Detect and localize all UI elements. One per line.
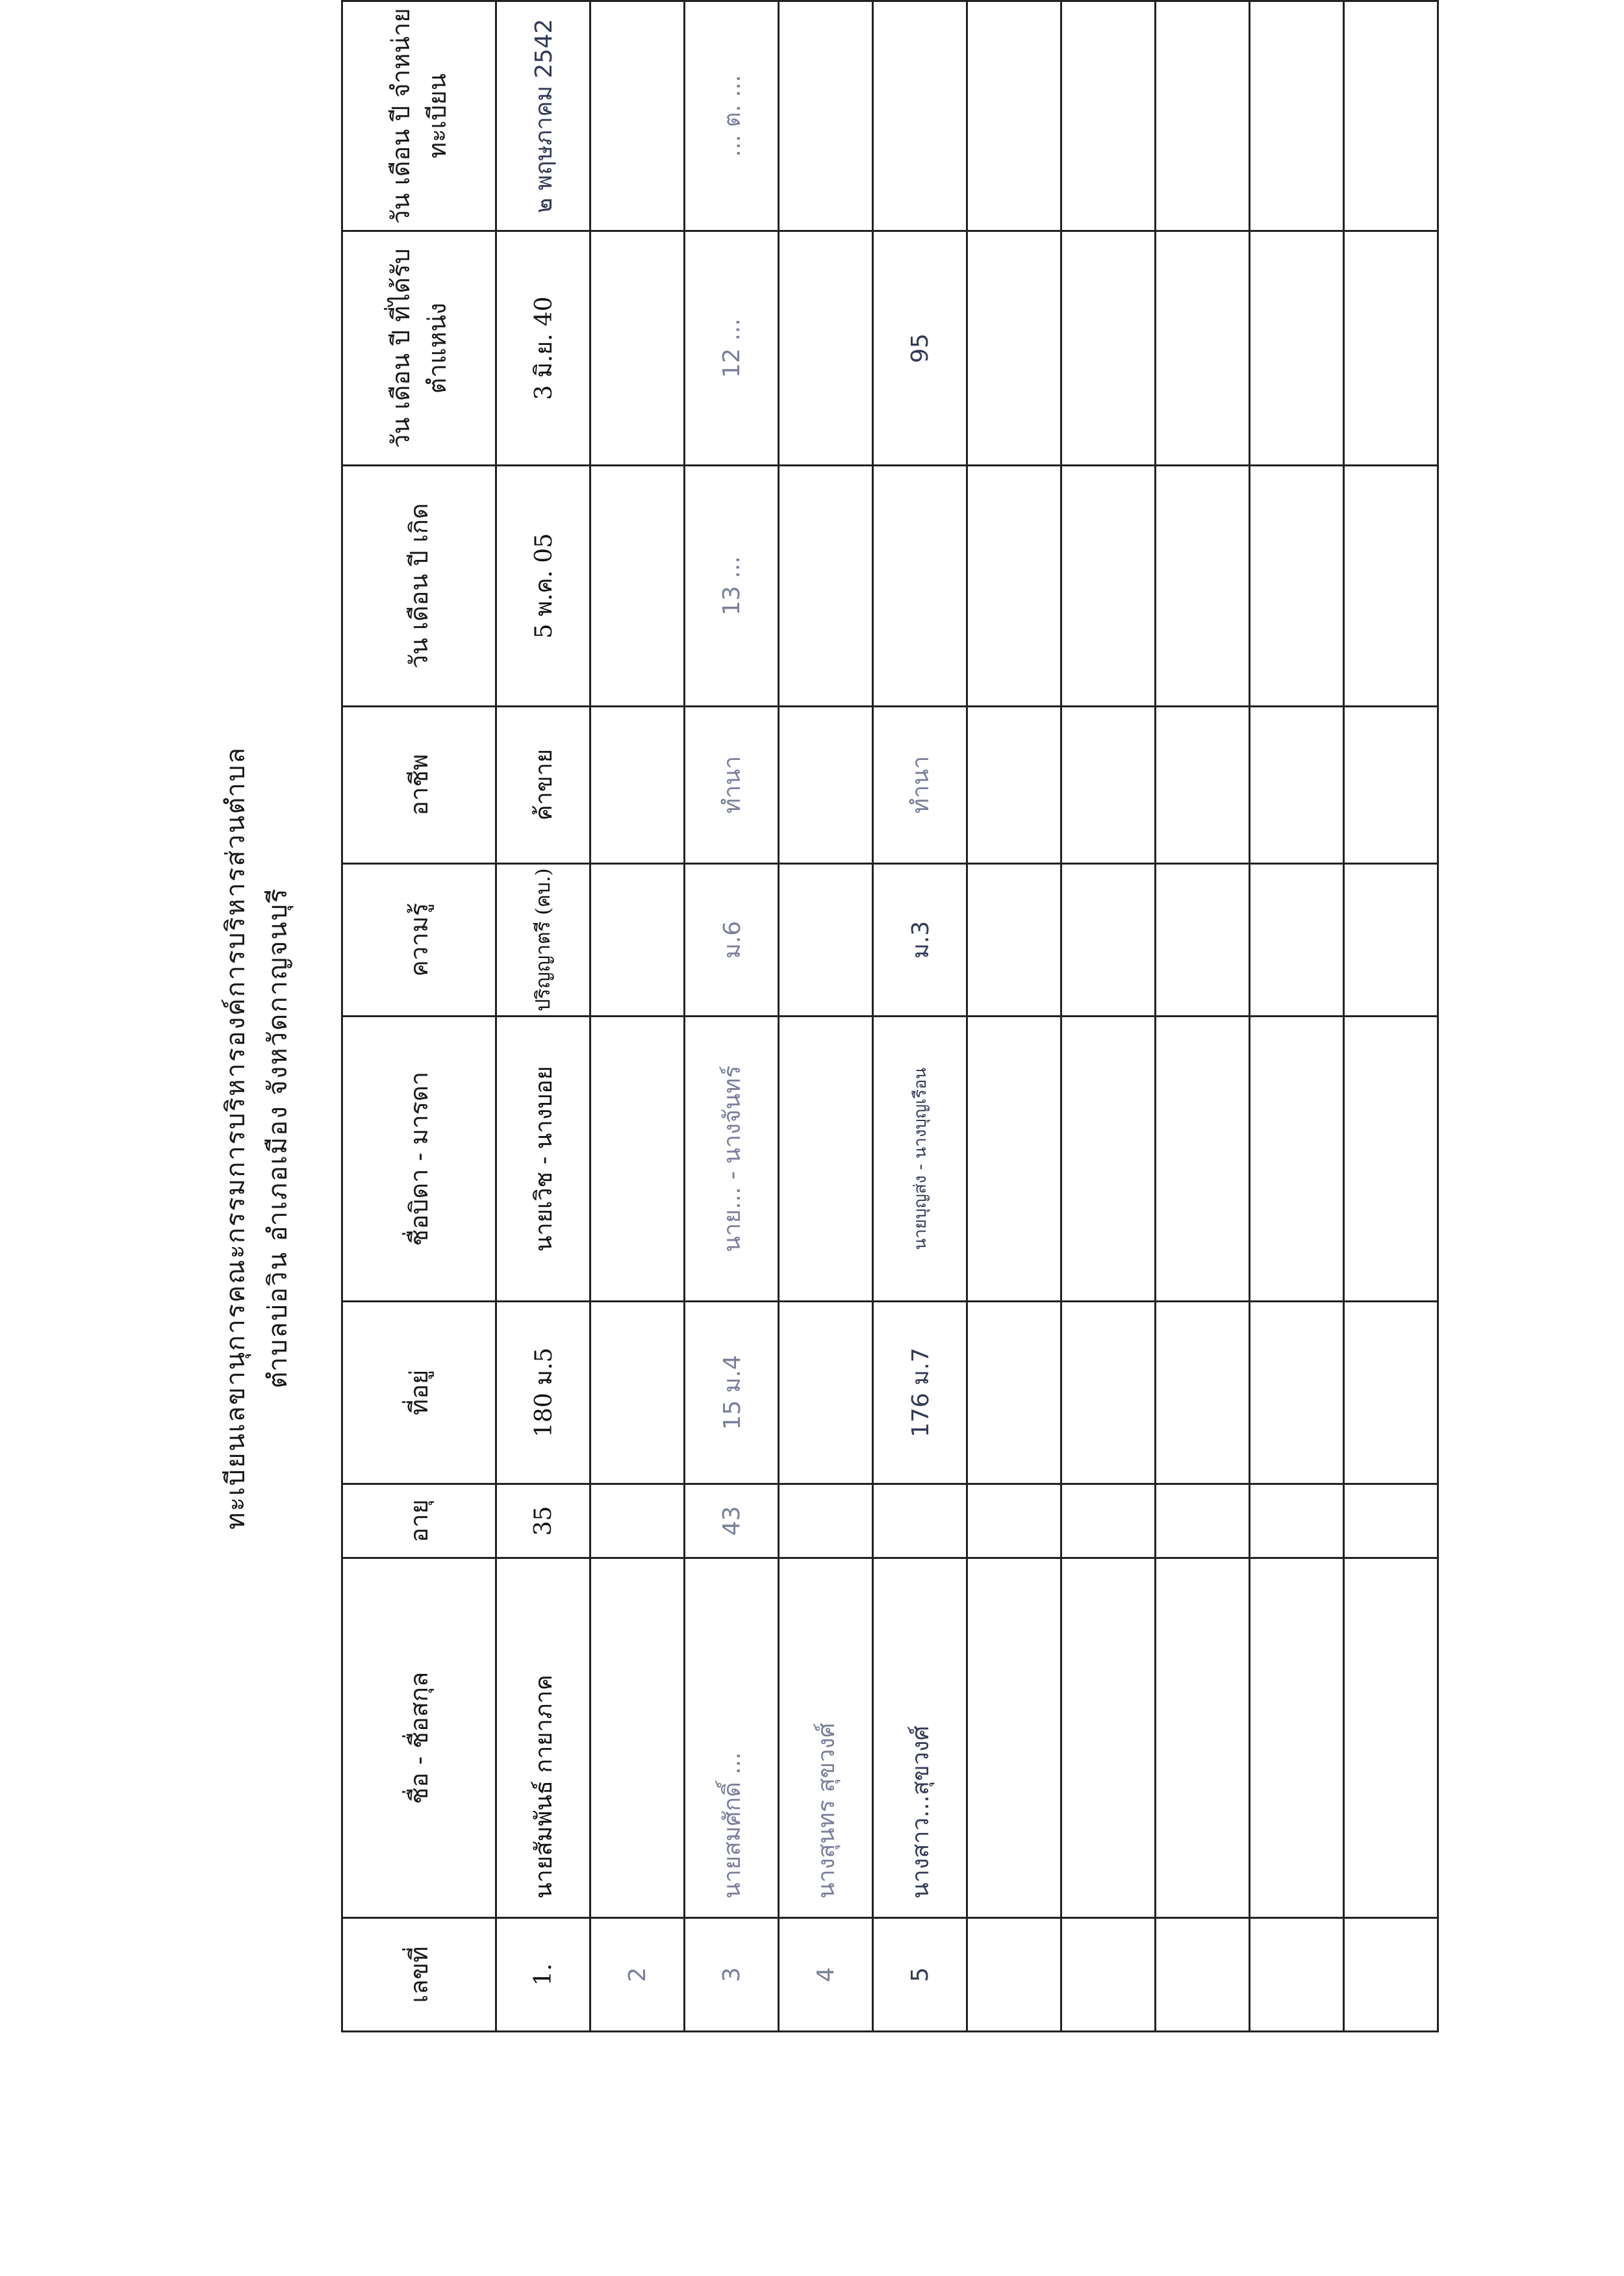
cell-name: [967, 1558, 1061, 1918]
cell-age: [1344, 1484, 1438, 1558]
cell-age: [1156, 1484, 1250, 1558]
cell-name: [590, 1558, 685, 1918]
cell-appointed-date: 12 ...: [685, 231, 779, 465]
cell-address: [1250, 1302, 1344, 1484]
cell-name: นางสุนทร สุขวงศ์: [779, 1558, 873, 1918]
cell-occupation: [590, 706, 685, 863]
col-header-removed-date: วัน เดือน ปี จำหน่ายทะเบียน: [342, 1, 496, 231]
cell-no: [1156, 1918, 1250, 2032]
cell-parents: [590, 1017, 685, 1302]
col-header-appointed-date: วัน เดือน ปี ที่ได้รับตำแหน่ง: [342, 231, 496, 465]
cell-appointed-date: 3 มิ.ย. 40: [496, 231, 590, 465]
col-header-age: อายุ: [342, 1484, 496, 1558]
cell-parents: [1250, 1017, 1344, 1302]
cell-education: [1344, 863, 1438, 1016]
col-header-parents: ชื่อบิดา - มารดา: [342, 1017, 496, 1302]
cell-removed-date: [1344, 1, 1438, 231]
cell-parents: นายบุญส่ง - นางบุญเรือน: [873, 1017, 967, 1302]
cell-name: [1344, 1558, 1438, 1918]
cell-age: [1250, 1484, 1344, 1558]
cell-address: [590, 1302, 685, 1484]
cell-address: 176 ม.7: [873, 1302, 967, 1484]
cell-parents: นายเวิช - นางบอย: [496, 1017, 590, 1302]
table-row: [967, 1, 1061, 2032]
cell-occupation: [1156, 706, 1250, 863]
cell-parents: [1344, 1017, 1438, 1302]
cell-age: 43: [685, 1484, 779, 1558]
cell-occupation: [967, 706, 1061, 863]
table-row: [496, 1, 590, 2032]
cell-address: [1061, 1302, 1156, 1484]
cell-removed-date: [967, 1, 1061, 231]
cell-birth-date: [1344, 466, 1438, 706]
cell-education: [1156, 863, 1250, 1016]
cell-education: [1061, 863, 1156, 1016]
table-row: [1250, 1, 1344, 2032]
col-header-education: ความรู้: [342, 863, 496, 1016]
col-header-address: ที่อยู่: [342, 1302, 496, 1484]
cell-name: [1156, 1558, 1250, 1918]
col-header-occupation: อาชีพ: [342, 706, 496, 863]
cell-appointed-date: [1061, 231, 1156, 465]
cell-education: [1250, 863, 1344, 1016]
col-header-no: เลขที่: [342, 1918, 496, 2032]
cell-appointed-date: 95: [873, 231, 967, 465]
cell-age: 35: [496, 1484, 590, 1558]
cell-removed-date: [1061, 1, 1156, 231]
cell-address: [967, 1302, 1061, 1484]
col-header-name: ชื่อ - ชื่อสกุล: [342, 1558, 496, 1918]
cell-removed-date: [590, 1, 685, 231]
cell-parents: [1156, 1017, 1250, 1302]
cell-appointed-date: [779, 231, 873, 465]
cell-age: [1061, 1484, 1156, 1558]
cell-name: นายสมศักดิ์ ...: [685, 1558, 779, 1918]
cell-occupation: ทำนา: [873, 706, 967, 863]
cell-no: 2: [590, 1918, 685, 2032]
cell-birth-date: [1250, 466, 1344, 706]
cell-address: [779, 1302, 873, 1484]
cell-education: ม.6: [685, 863, 779, 1016]
cell-occupation: ทำนา: [685, 706, 779, 863]
cell-age: [967, 1484, 1061, 1558]
cell-birth-date: [967, 466, 1061, 706]
cell-age: [873, 1484, 967, 1558]
cell-name: [1250, 1558, 1344, 1918]
cell-removed-date: [779, 1, 873, 231]
cell-age: [590, 1484, 685, 1558]
cell-education: ปริญญาตรี (คบ.): [496, 863, 590, 1016]
col-header-birth-date: วัน เดือน ปี เกิด: [342, 466, 496, 706]
cell-age: [779, 1484, 873, 1558]
cell-appointed-date: [1344, 231, 1438, 465]
cell-occupation: [779, 706, 873, 863]
register-table: [341, 0, 1439, 2032]
cell-birth-date: [1156, 466, 1250, 706]
cell-removed-date: [1250, 1, 1344, 231]
cell-removed-date: ... ต. ...: [685, 1, 779, 231]
cell-parents: นาย... - นางจันทร์: [685, 1017, 779, 1302]
table-row: [590, 1, 685, 2032]
cell-parents: [779, 1017, 873, 1302]
page-title: ทะเบียนเลขานุการคณะกรรมการบริหารองค์การบริหารส่วนตำบล: [221, 746, 251, 1530]
cell-no: 4: [779, 1918, 873, 2032]
cell-address: 15 ม.4: [685, 1302, 779, 1484]
cell-appointed-date: [1156, 231, 1250, 465]
cell-parents: [1061, 1017, 1156, 1302]
table-row: [873, 1, 967, 2032]
table-row: [685, 1, 779, 2032]
cell-no: [1344, 1918, 1438, 2032]
cell-birth-date: [779, 466, 873, 706]
cell-removed-date: [1156, 1, 1250, 231]
cell-no: [967, 1918, 1061, 2032]
cell-birth-date: [873, 466, 967, 706]
cell-no: 1.: [496, 1918, 590, 2032]
cell-occupation: [1061, 706, 1156, 863]
cell-education: [967, 863, 1061, 1016]
cell-occupation: ค้าขาย: [496, 706, 590, 863]
table-row: [1156, 1, 1250, 2032]
cell-parents: [967, 1017, 1061, 1302]
cell-birth-date: [1061, 466, 1156, 706]
cell-education: [590, 863, 685, 1016]
cell-occupation: [1250, 706, 1344, 863]
page-subtitle: ตำบลบ่อวิน อำเภอเมือง จังหวัดกาญจนบุรี: [263, 887, 293, 1389]
cell-name: [1061, 1558, 1156, 1918]
cell-removed-date: ๒ พฤษภาคม 2542: [496, 1, 590, 231]
cell-birth-date: 5 พ.ค. 05: [496, 466, 590, 706]
cell-no: 5: [873, 1918, 967, 2032]
cell-occupation: [1344, 706, 1438, 863]
cell-name: นางสาว...สุขวงศ์: [873, 1558, 967, 1918]
cell-address: [1344, 1302, 1438, 1484]
table-row: [1061, 1, 1156, 2032]
cell-no: [1061, 1918, 1156, 2032]
cell-birth-date: 13 ...: [685, 466, 779, 706]
cell-appointed-date: [590, 231, 685, 465]
cell-education: [779, 863, 873, 1016]
header-row: [342, 1, 496, 2032]
cell-birth-date: [590, 466, 685, 706]
cell-no: 3: [685, 1918, 779, 2032]
cell-no: [1250, 1918, 1344, 2032]
cell-appointed-date: [1250, 231, 1344, 465]
cell-address: [1156, 1302, 1250, 1484]
cell-address: 180 ม.5: [496, 1302, 590, 1484]
cell-name: นายสัมพันธ์ กายาภาค: [496, 1558, 590, 1918]
table-row: [1344, 1, 1438, 2032]
cell-removed-date: [873, 1, 967, 231]
cell-education: ม.3: [873, 863, 967, 1016]
table-row: [779, 1, 873, 2032]
cell-appointed-date: [967, 231, 1061, 465]
